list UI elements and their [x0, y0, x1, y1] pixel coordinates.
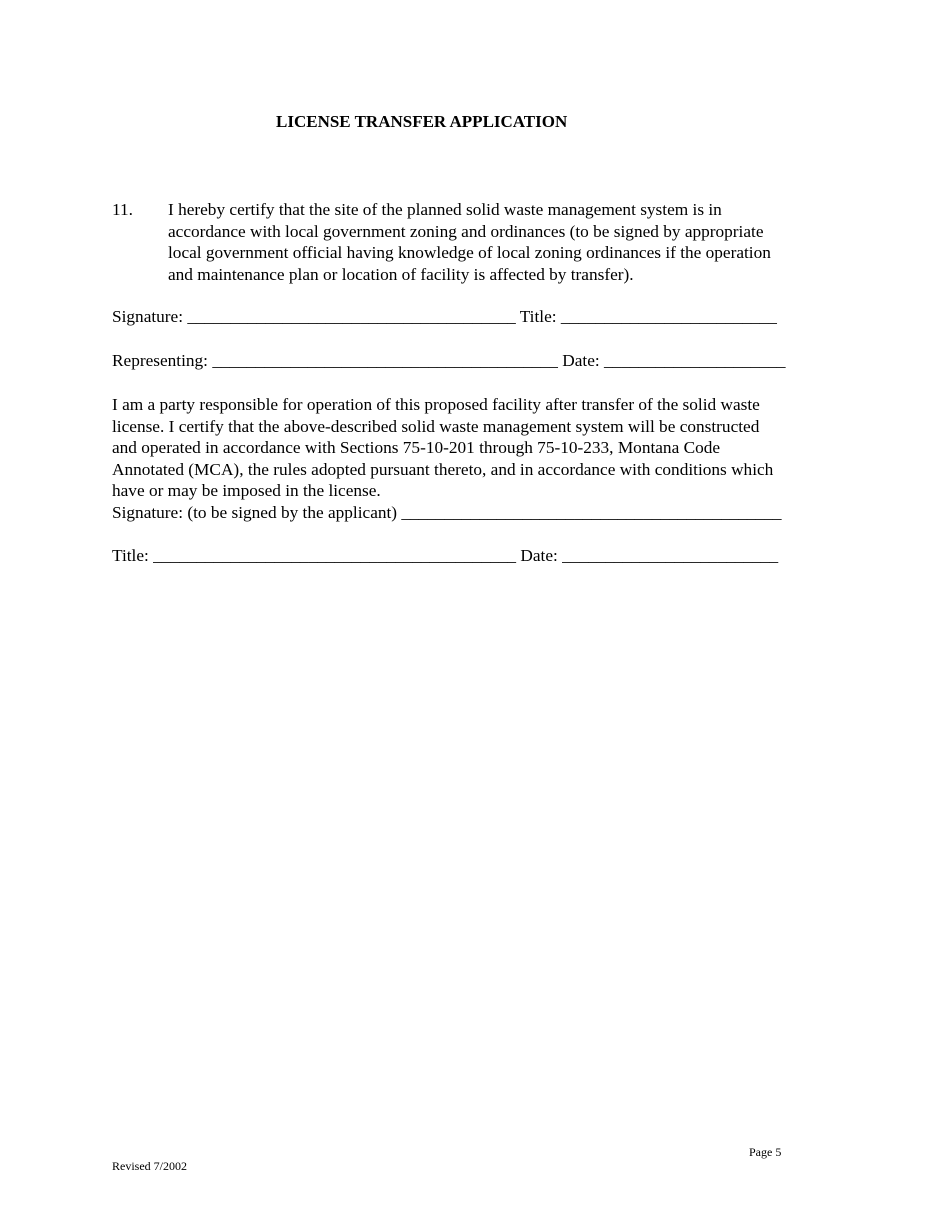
title-field[interactable]: _________________________	[560, 307, 777, 326]
official-signature-row	[112, 307, 777, 327]
certification-line: Annotated (MCA), the rules adopted pursuant thereto, and in accordance with conditions which	[112, 459, 774, 479]
official-representing-row	[112, 351, 785, 371]
date-field[interactable]: _____________________	[604, 351, 786, 370]
page-number: Page 5	[749, 1145, 782, 1159]
certification-line: I am a party responsible for operation of this proposed facility after transfer of the solid waste	[112, 395, 760, 414]
signature-field[interactable]: ______________________________________	[187, 307, 516, 326]
item-11-line: local government official having knowledge of local zoning ordinances if the operation	[168, 243, 771, 262]
applicant-title-row	[112, 546, 778, 566]
title-label: Title:	[519, 307, 557, 326]
revision-date: Revised 7/2002	[112, 1159, 187, 1173]
certification-line: have or may be imposed in the license.	[112, 481, 381, 501]
item-11-text	[168, 199, 832, 285]
item-11	[112, 199, 832, 285]
applicant-date-label: Date:	[520, 546, 558, 565]
applicant-signature-field[interactable]: Signature: (to be signed by the applicant) ____________________________________________	[112, 502, 782, 522]
representing-label: Representing:	[112, 351, 208, 370]
applicant-certification	[112, 394, 832, 524]
item-11-line: accordance with local government zoning and ordinances (to be signed by appropriate	[168, 221, 764, 241]
item-11-line: and maintenance plan or location of facility is affected by transfer).	[168, 264, 634, 284]
representing-field[interactable]: ________________________________________	[212, 351, 558, 370]
item-11-line: I hereby certify that the site of the planned solid waste management system is in	[168, 200, 722, 219]
signature-label: Signature:	[112, 307, 184, 326]
item-number: 11.	[112, 200, 133, 219]
applicant-date-field[interactable]: _________________________	[562, 546, 779, 565]
applicant-title-field[interactable]: __________________________________________	[153, 546, 517, 565]
document-title: LICENSE TRANSFER APPLICATION	[276, 112, 568, 131]
certification-line: license. I certify that the above-described solid waste management system will be constructed	[112, 416, 760, 436]
applicant-title-label: Title:	[112, 546, 149, 565]
date-label: Date:	[562, 351, 600, 370]
certification-line: and operated in accordance with Sections 75-10-201 through 75-10-233, Montana Code	[112, 438, 721, 458]
